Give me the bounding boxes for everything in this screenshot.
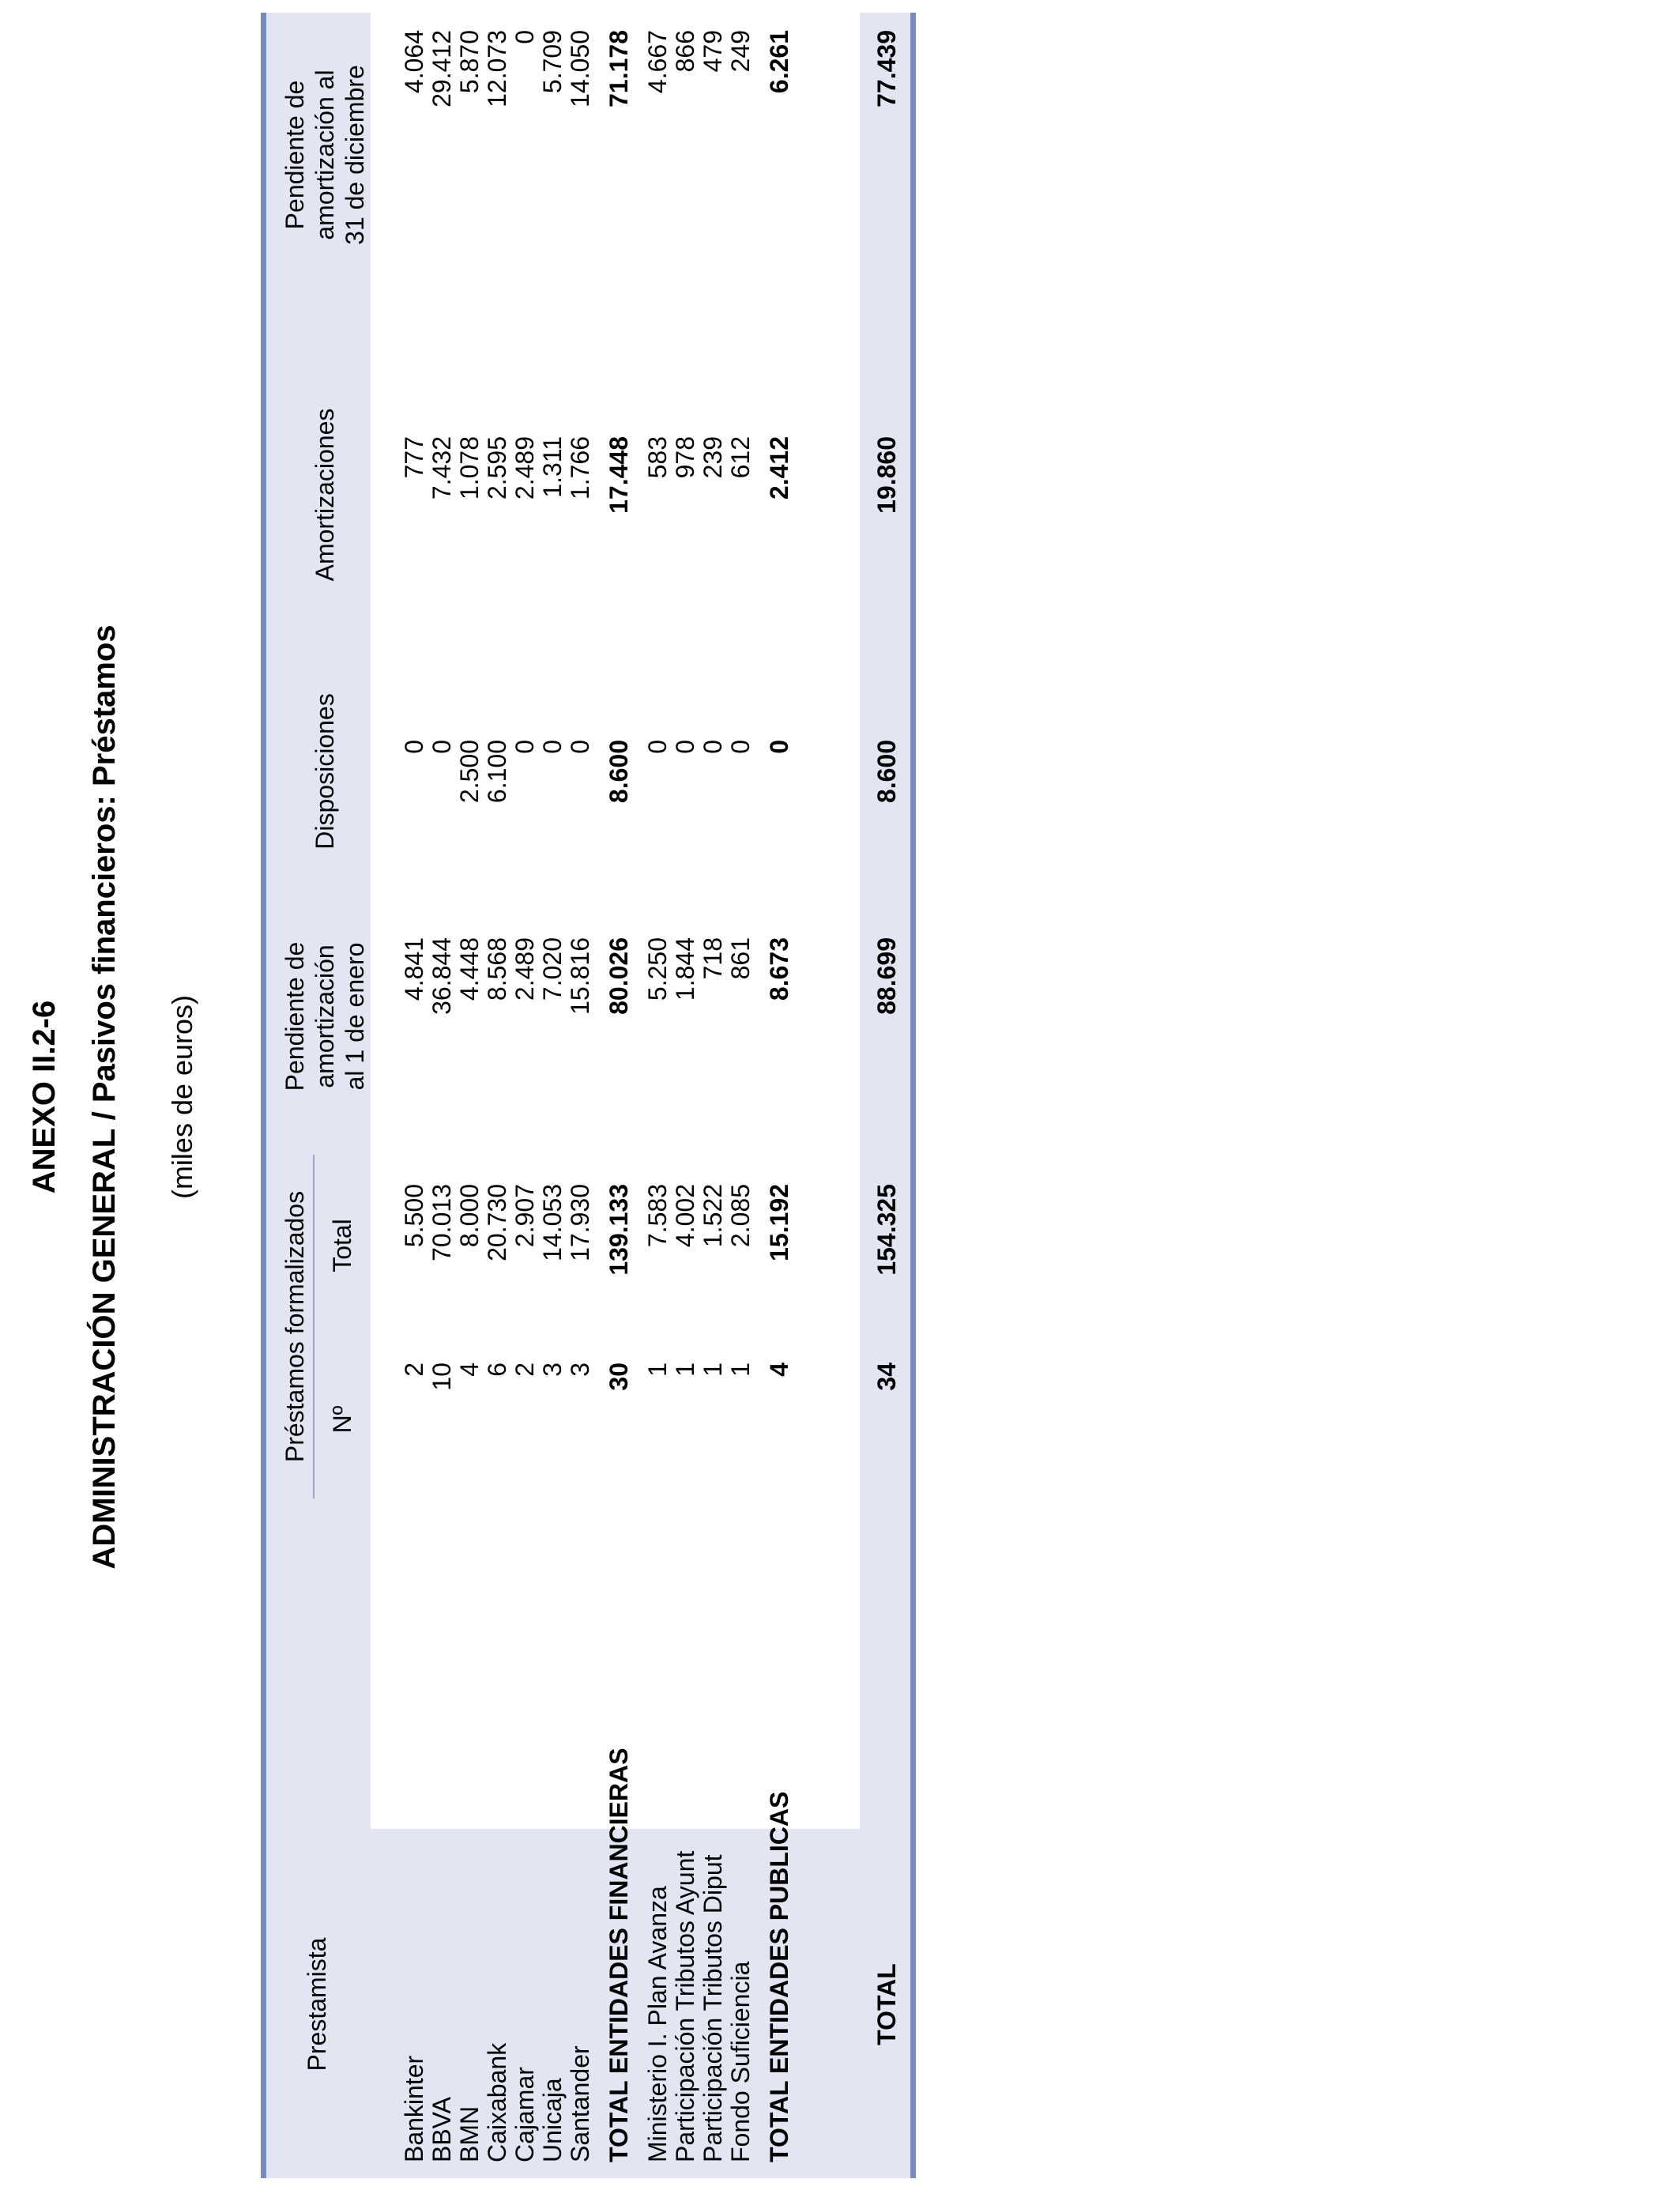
col-pend-ini-line1: Pendiente de xyxy=(281,941,309,1091)
cell-disp: 0 xyxy=(643,740,672,754)
cell-pend-fin: 5.709 xyxy=(538,30,567,94)
col-pend-fin-line2: amortización al xyxy=(311,70,339,240)
cell-pend-fin: 0 xyxy=(510,30,539,44)
cell-amort: 2.489 xyxy=(510,436,539,500)
cell-n: 1 xyxy=(699,1363,727,1377)
cell-pend-ini: 15.816 xyxy=(566,937,594,1015)
cell-disp: 0 xyxy=(765,740,793,754)
cell-n: 3 xyxy=(566,1363,594,1377)
col-numero: Nº xyxy=(328,1405,356,1434)
cell-pend-fin: 14.050 xyxy=(566,30,594,107)
cell-n: 2 xyxy=(510,1363,539,1377)
row-label: Ministerio I. Plan Avanza xyxy=(643,1886,672,2162)
cell-n: 1 xyxy=(671,1363,699,1377)
cell-n: 1 xyxy=(726,1363,755,1377)
cell-pend-ini: 4.448 xyxy=(455,937,484,1001)
cell-amort: 777 xyxy=(400,436,428,479)
col-pend-fin-line1: Pendiente de xyxy=(281,80,309,230)
col-amortizaciones: Amortizaciones xyxy=(311,408,339,582)
cell-pend-fin: 866 xyxy=(671,30,699,73)
cell-amort: 583 xyxy=(643,436,672,479)
cell-disp: 0 xyxy=(671,740,699,754)
cell-pend-fin: 479 xyxy=(699,30,727,73)
cell-amort: 19.860 xyxy=(872,436,901,514)
col-formalizados-group: Préstamos formalizados xyxy=(281,1190,309,1463)
cell-pend-fin: 5.870 xyxy=(455,30,484,94)
cell-total: 7.583 xyxy=(643,1184,672,1248)
cell-pend-ini: 80.026 xyxy=(605,937,633,1015)
cell-total: 70.013 xyxy=(428,1184,456,1261)
cell-n: 4 xyxy=(765,1363,793,1377)
cell-pend-ini: 861 xyxy=(726,937,755,980)
col-pend-fin-line3: 31 de diciembre xyxy=(341,65,369,245)
cell-amort: 2.412 xyxy=(765,436,793,500)
cell-disp: 6.100 xyxy=(483,740,511,804)
cell-pend-ini: 36.844 xyxy=(428,937,456,1015)
cell-disp: 0 xyxy=(428,740,456,754)
cell-pend-ini: 88.699 xyxy=(872,937,901,1015)
cell-amort: 612 xyxy=(726,436,755,479)
row-label: Cajamar xyxy=(510,2067,539,2162)
cell-n: 3 xyxy=(538,1363,567,1377)
cell-pend-fin: 6.261 xyxy=(765,30,793,94)
cell-pend-ini: 718 xyxy=(699,937,727,980)
table-top-rule xyxy=(261,13,266,2178)
cell-disp: 0 xyxy=(538,740,567,754)
cell-pend-fin: 29.412 xyxy=(428,30,456,107)
cell-pend-fin: 4.667 xyxy=(643,30,672,94)
cell-n: 34 xyxy=(872,1363,901,1391)
cell-pend-fin: 249 xyxy=(726,30,755,73)
cell-total: 2.085 xyxy=(726,1184,755,1248)
cell-pend-fin: 12.073 xyxy=(483,30,511,107)
row-label: TOTAL ENTIDADES FINANCIERAS xyxy=(605,1747,633,2162)
cell-pend-fin: 71.178 xyxy=(605,30,633,107)
cell-amort: 2.595 xyxy=(483,436,511,500)
cell-pend-ini: 8.568 xyxy=(483,937,511,1001)
cell-total: 5.500 xyxy=(400,1184,428,1248)
cell-n: 30 xyxy=(605,1363,633,1391)
cell-amort: 1.766 xyxy=(566,436,594,500)
cell-pend-fin: 77.439 xyxy=(872,30,901,107)
cell-disp: 8.600 xyxy=(605,740,633,804)
cell-pend-fin: 4.064 xyxy=(400,30,428,94)
row-label: Caixabank xyxy=(483,2042,511,2162)
cell-n: 4 xyxy=(455,1363,484,1377)
cell-n: 6 xyxy=(483,1363,511,1377)
cell-total: 2.907 xyxy=(510,1184,539,1248)
cell-total: 1.522 xyxy=(699,1184,727,1248)
cell-amort: 1.078 xyxy=(455,436,484,500)
cell-amort: 17.448 xyxy=(605,436,633,514)
cell-total: 14.053 xyxy=(538,1184,567,1261)
cell-pend-ini: 4.841 xyxy=(400,937,428,1001)
cell-pend-ini: 2.489 xyxy=(510,937,539,1001)
col-pend-ini-line2: amortización xyxy=(311,944,339,1088)
row-label: BMN xyxy=(455,2105,484,2162)
cell-disp: 0 xyxy=(726,740,755,754)
cell-disp: 0 xyxy=(566,740,594,754)
cell-amort: 239 xyxy=(699,436,727,479)
annex-title: ANEXO II.2-6 xyxy=(27,1000,62,1194)
cell-disp: 8.600 xyxy=(872,740,901,804)
cell-total: 4.002 xyxy=(671,1184,699,1248)
cell-pend-ini: 1.844 xyxy=(671,937,699,1001)
cell-total: 139.133 xyxy=(605,1184,633,1276)
cell-disp: 0 xyxy=(699,740,727,754)
cell-disp: 0 xyxy=(510,740,539,754)
row-label: Participación Tributos Diput xyxy=(699,1854,727,2162)
cell-total: 8.000 xyxy=(455,1184,484,1248)
row-label: Unicaja xyxy=(538,2078,567,2162)
cell-total: 15.192 xyxy=(765,1184,793,1261)
row-label: TOTAL xyxy=(872,1963,901,2045)
cell-n: 2 xyxy=(400,1363,428,1377)
cell-total: 17.930 xyxy=(566,1184,594,1261)
row-label: Participación Tributos Ayunt xyxy=(671,1850,699,2162)
cell-pend-ini: 8.673 xyxy=(765,937,793,1001)
cell-pend-ini: 7.020 xyxy=(538,937,567,1001)
cell-amort: 7.432 xyxy=(428,436,456,500)
col-prestamista: Prestamista xyxy=(303,1937,331,2071)
units-note: (miles de euros) xyxy=(166,994,198,1200)
row-label: BBVA xyxy=(428,2097,456,2162)
table-bottom-rule xyxy=(910,13,916,2178)
formalized-group-rule xyxy=(313,1155,315,1498)
row-label: Bankinter xyxy=(400,2055,428,2162)
cell-n: 10 xyxy=(428,1363,456,1391)
cell-disp: 0 xyxy=(400,740,428,754)
cell-total: 20.730 xyxy=(483,1184,511,1261)
cell-n: 1 xyxy=(643,1363,672,1377)
col-total: Total xyxy=(328,1219,356,1272)
row-label: Santander xyxy=(566,2045,594,2162)
col-pend-ini-line3: al 1 de enero xyxy=(341,942,369,1091)
cell-pend-ini: 5.250 xyxy=(643,937,672,1001)
col-disposiciones: Disposiciones xyxy=(311,693,339,850)
page-title: ADMINISTRACIÓN GENERAL / Pasivos financieros: Préstamos xyxy=(87,624,122,1570)
cell-amort: 1.311 xyxy=(538,436,567,498)
row-label: TOTAL ENTIDADES PUBLICAS xyxy=(765,1791,793,2162)
cell-disp: 2.500 xyxy=(455,740,484,804)
cell-amort: 978 xyxy=(671,436,699,479)
cell-total: 154.325 xyxy=(872,1184,901,1276)
row-label: Fondo Suficiencia xyxy=(726,1961,755,2162)
